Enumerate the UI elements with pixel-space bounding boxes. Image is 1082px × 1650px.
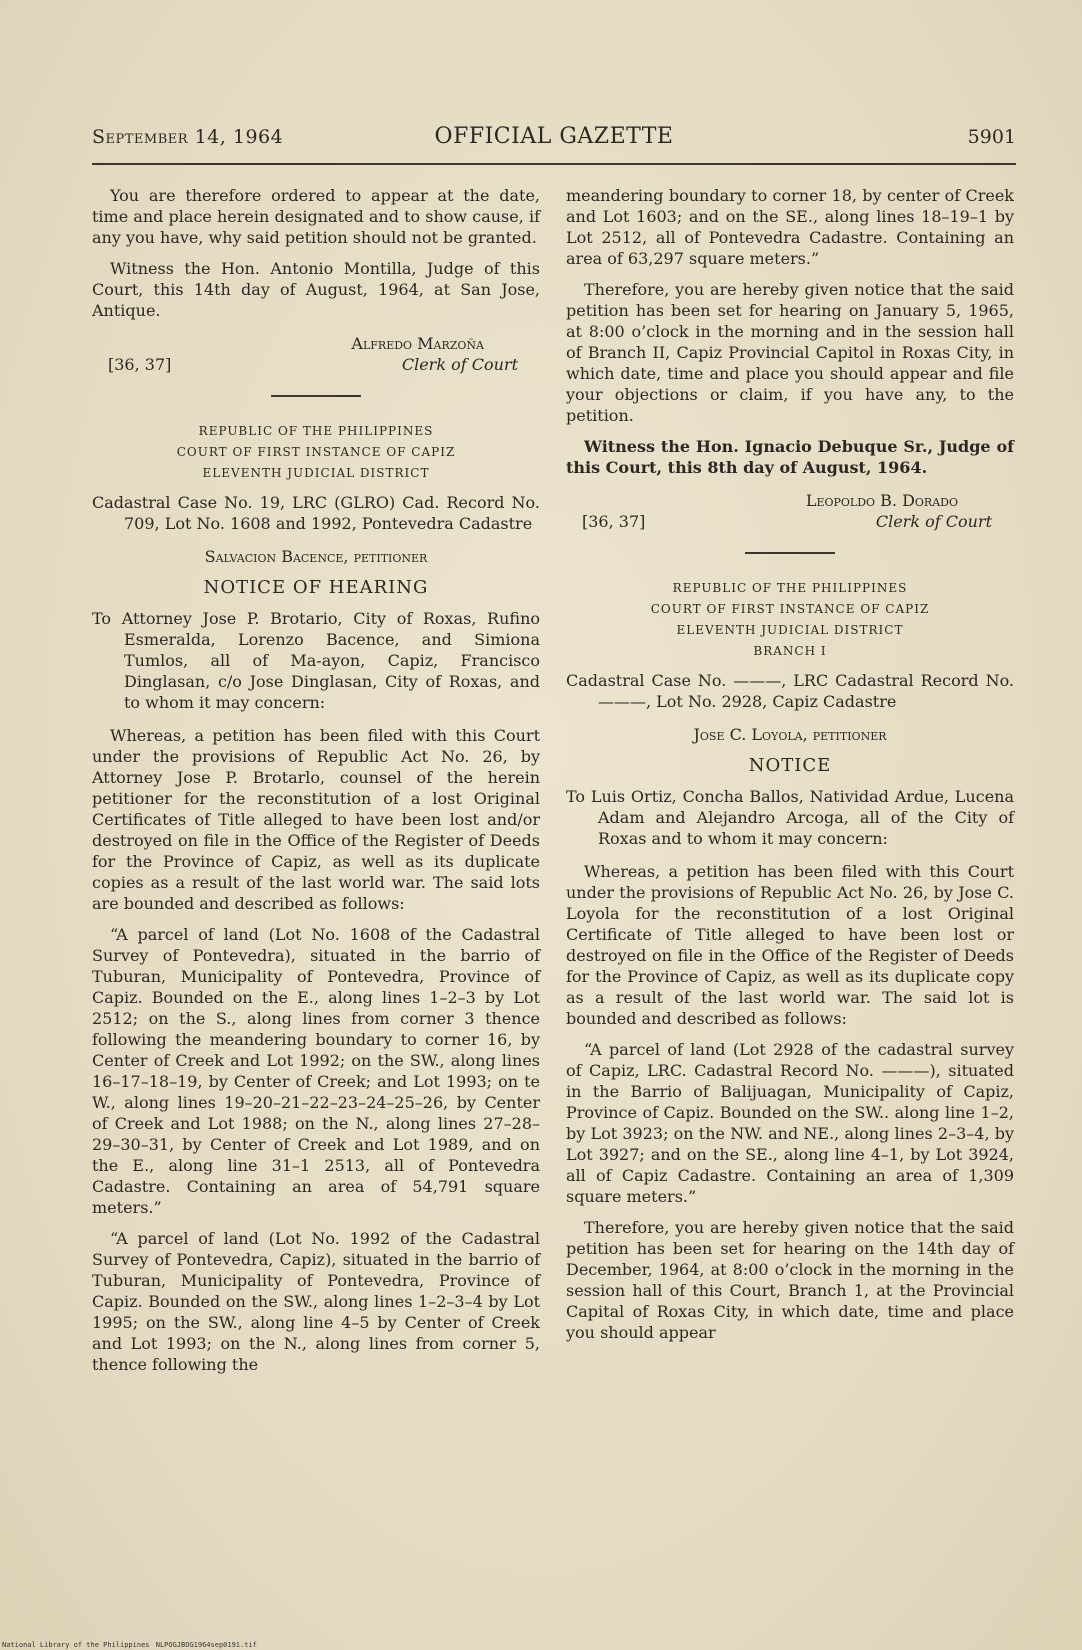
addressees: To Attorney Jose P. Brotario, City of Roxas, Rufino Esmeralda, Lorenzo Bacence, and Simiona Tumlos, all of Ma-ayon, Capiz, Francisco Dinglasan, c/o Jose Dinglasan, City of Roxas, and to whom it may concern:: [92, 609, 540, 712]
witness-paragraph: Witness the Hon. Antonio Montilla, Judge of this Court, this 14th day of August, 1964, at San Jose, Antique.: [92, 259, 540, 320]
clerk-name: Leopoldo B. Dorado: [805, 491, 958, 510]
caption-district: ELEVENTH JUDICIAL DISTRICT: [202, 466, 430, 480]
right-column: [566, 185, 1014, 1353]
caption-republic: REPUBLIC OF THE PHILIPPINES: [672, 581, 908, 595]
case-title: Cadastral Case No. 19, LRC (GLRO) Cad. Record No. 709, Lot No. 1608 and 1992, Pontevedra Cadastre: [92, 493, 540, 533]
left-column: [92, 185, 540, 1385]
petitioner-line: Jose C. Loyola, petitioner: [693, 725, 887, 744]
clerk-title: Clerk of Court: [401, 355, 518, 374]
section-divider: [271, 395, 361, 397]
caption-branch: BRANCH I: [753, 644, 827, 658]
issue-reference: [36, 37]: [582, 512, 646, 531]
petitioner-line: Salvacion Bacence, petitioner: [204, 547, 428, 566]
parcel-description-2: “A parcel of land (Lot No. 1992 of the Cadastral Survey of Pontevedra, Capiz), situated in the barrio of Tuburan, Municipality of Pontevedra, Province of Capiz. Bounded on the SW., along lines 1–2–3–4 by Lot 1995; on the SW., along line 4–5 by Center of Creek and Lot 1993; on the N., along lines from corner 5, thence following the: [92, 1229, 540, 1374]
section-divider: [745, 552, 835, 554]
caption-court: COURT OF FIRST INSTANCE OF CAPIZ: [650, 602, 930, 616]
scan-filename: NLPOGJBOG1964sep0191.tif: [155, 1641, 257, 1649]
signature-block: [566, 490, 1014, 532]
notice-heading: NOTICE OF HEARING: [203, 577, 429, 598]
page-number: 5901: [967, 126, 1016, 148]
clerk-name: Alfredo Marzoña: [351, 334, 484, 353]
scan-footer: [0, 1640, 1082, 1650]
notice-heading: NOTICE: [748, 755, 832, 776]
whereas-paragraph: Whereas, a petition has been filed with this Court under the provisions of Republic Act No. 26, by Attorney Jose P. Brotarlo, counsel of the herein petitioner for the reconstitution of a lost Original Certificates of Title alleged to have been lost and/or destroyed on file in the Office of the Register of Deeds for the Province of Capiz, as well as its duplicate copies as a result of the last world war. The said lots are bounded and described as follows:: [92, 726, 540, 913]
parcel-continuation: meandering boundary to corner 18, by center of Creek and Lot 1603; and on the SE., along lines 18–19–1 by Lot 2512, all of Pontevedra Cadastre. Containing an area of 63,297 square meters.”: [566, 186, 1014, 268]
whereas-paragraph: Whereas, a petition has been filed with this Court under the provisions of Republic Act No. 26, by Jose C. Loyola for the reconstitution of a lost Original Certificate of Title alleged to have been lost or destroyed on file in the Office of the Register of Deeds for the Province of Capiz, as well as its duplicate copy as a result of the last world war. The said lot is bounded and described as follows:: [566, 862, 1014, 1028]
issue-date: September 14, 1964: [92, 126, 284, 148]
caption-court: COURT OF FIRST INSTANCE OF CAPIZ: [176, 445, 456, 459]
order-paragraph: You are therefore ordered to appear at the date, time and place herein designated and to show cause, if any you have, why said petition should not be granted.: [92, 186, 540, 247]
case-title: Cadastral Case No. ———, LRC Cadastral Record No. ———, Lot No. 2928, Capiz Cadastre: [566, 671, 1014, 711]
court-caption: [92, 421, 540, 484]
hearing-paragraph-2: Therefore, you are hereby given notice that the said petition has been set for hearing on the 14th day of December, 1964, at 8:00 o’clock in the morning in the session hall of this Court, Branch 1, at the Provincial Capital of Roxas City, in which date, time and place you should appear: [566, 1218, 1014, 1342]
court-caption: [566, 578, 1014, 662]
addressees: To Luis Ortiz, Concha Ballos, Natividad Ardue, Lucena Adam and Alejandro Arcoga, all of the City of Roxas and to whom it may concern:: [566, 787, 1014, 848]
signature-block: [92, 333, 540, 375]
witness-paragraph: Witness the Hon. Ignacio Debuque Sr., Judge of this Court, this 8th day of August, 1964.: [566, 437, 1014, 477]
issue-reference: [36, 37]: [108, 355, 172, 374]
header-rule: [92, 163, 1016, 165]
hearing-paragraph: Therefore, you are hereby given notice that the said petition has been set for hearing on January 5, 1965, at 8:00 o’clock in the morning and in the session hall of Branch II, Capiz Provincial Capitol in Roxas City, in which date, time and place you should appear and file your objections or claim, if you have any, to the petition.: [566, 280, 1014, 425]
library-credit: National Library of the Philippines: [2, 1641, 150, 1649]
page-header: [92, 126, 1016, 156]
caption-district: ELEVENTH JUDICIAL DISTRICT: [676, 623, 904, 637]
parcel-description: “A parcel of land (Lot 2928 of the cadastral survey of Capiz, LRC. Cadastral Record No. ———), situated in the Barrio of Balijuagan, Municipality of Capiz, Province of Capiz. Bounded on the SW.. along line 1–2, by Lot 3923; on the NW. and NE., along lines 2–3–4, by Lot 3927; and on the SE., along line 4–1, by Lot 3924, all of Capiz Cadastre. Containing an area of 1,309 square meters.”: [566, 1040, 1014, 1206]
parcel-description-1: “A parcel of land (Lot No. 1608 of the Cadastral Survey of Pontevedra), situated in the barrio of Tuburan, Municipality of Pontevedra, Province of Capiz. Bounded on the E., along lines 1–2–3 by Lot 2512; on the S., along lines from corner 3 thence following the meandering boundary to corner 16, by Center of Creek and Lot 1992; on the SW., along lines 16–17–18–19, by Center of Creek; and Lot 1993; on te W., along lines 19–20–21–22–23–24–25–26, by Center of Creek and Lot 1988; on the N., along lines 27–28–29–30–31, by Center of Creek and Lot 1989, and on the E., along line 31–1 2513, all of Pontevedra Cadastre. Containing an area of 54,791 square meters.”: [92, 925, 540, 1217]
caption-republic: REPUBLIC OF THE PHILIPPINES: [198, 424, 434, 438]
clerk-title: Clerk of Court: [875, 512, 992, 531]
publication-title: OFFICIAL GAZETTE: [434, 124, 674, 149]
